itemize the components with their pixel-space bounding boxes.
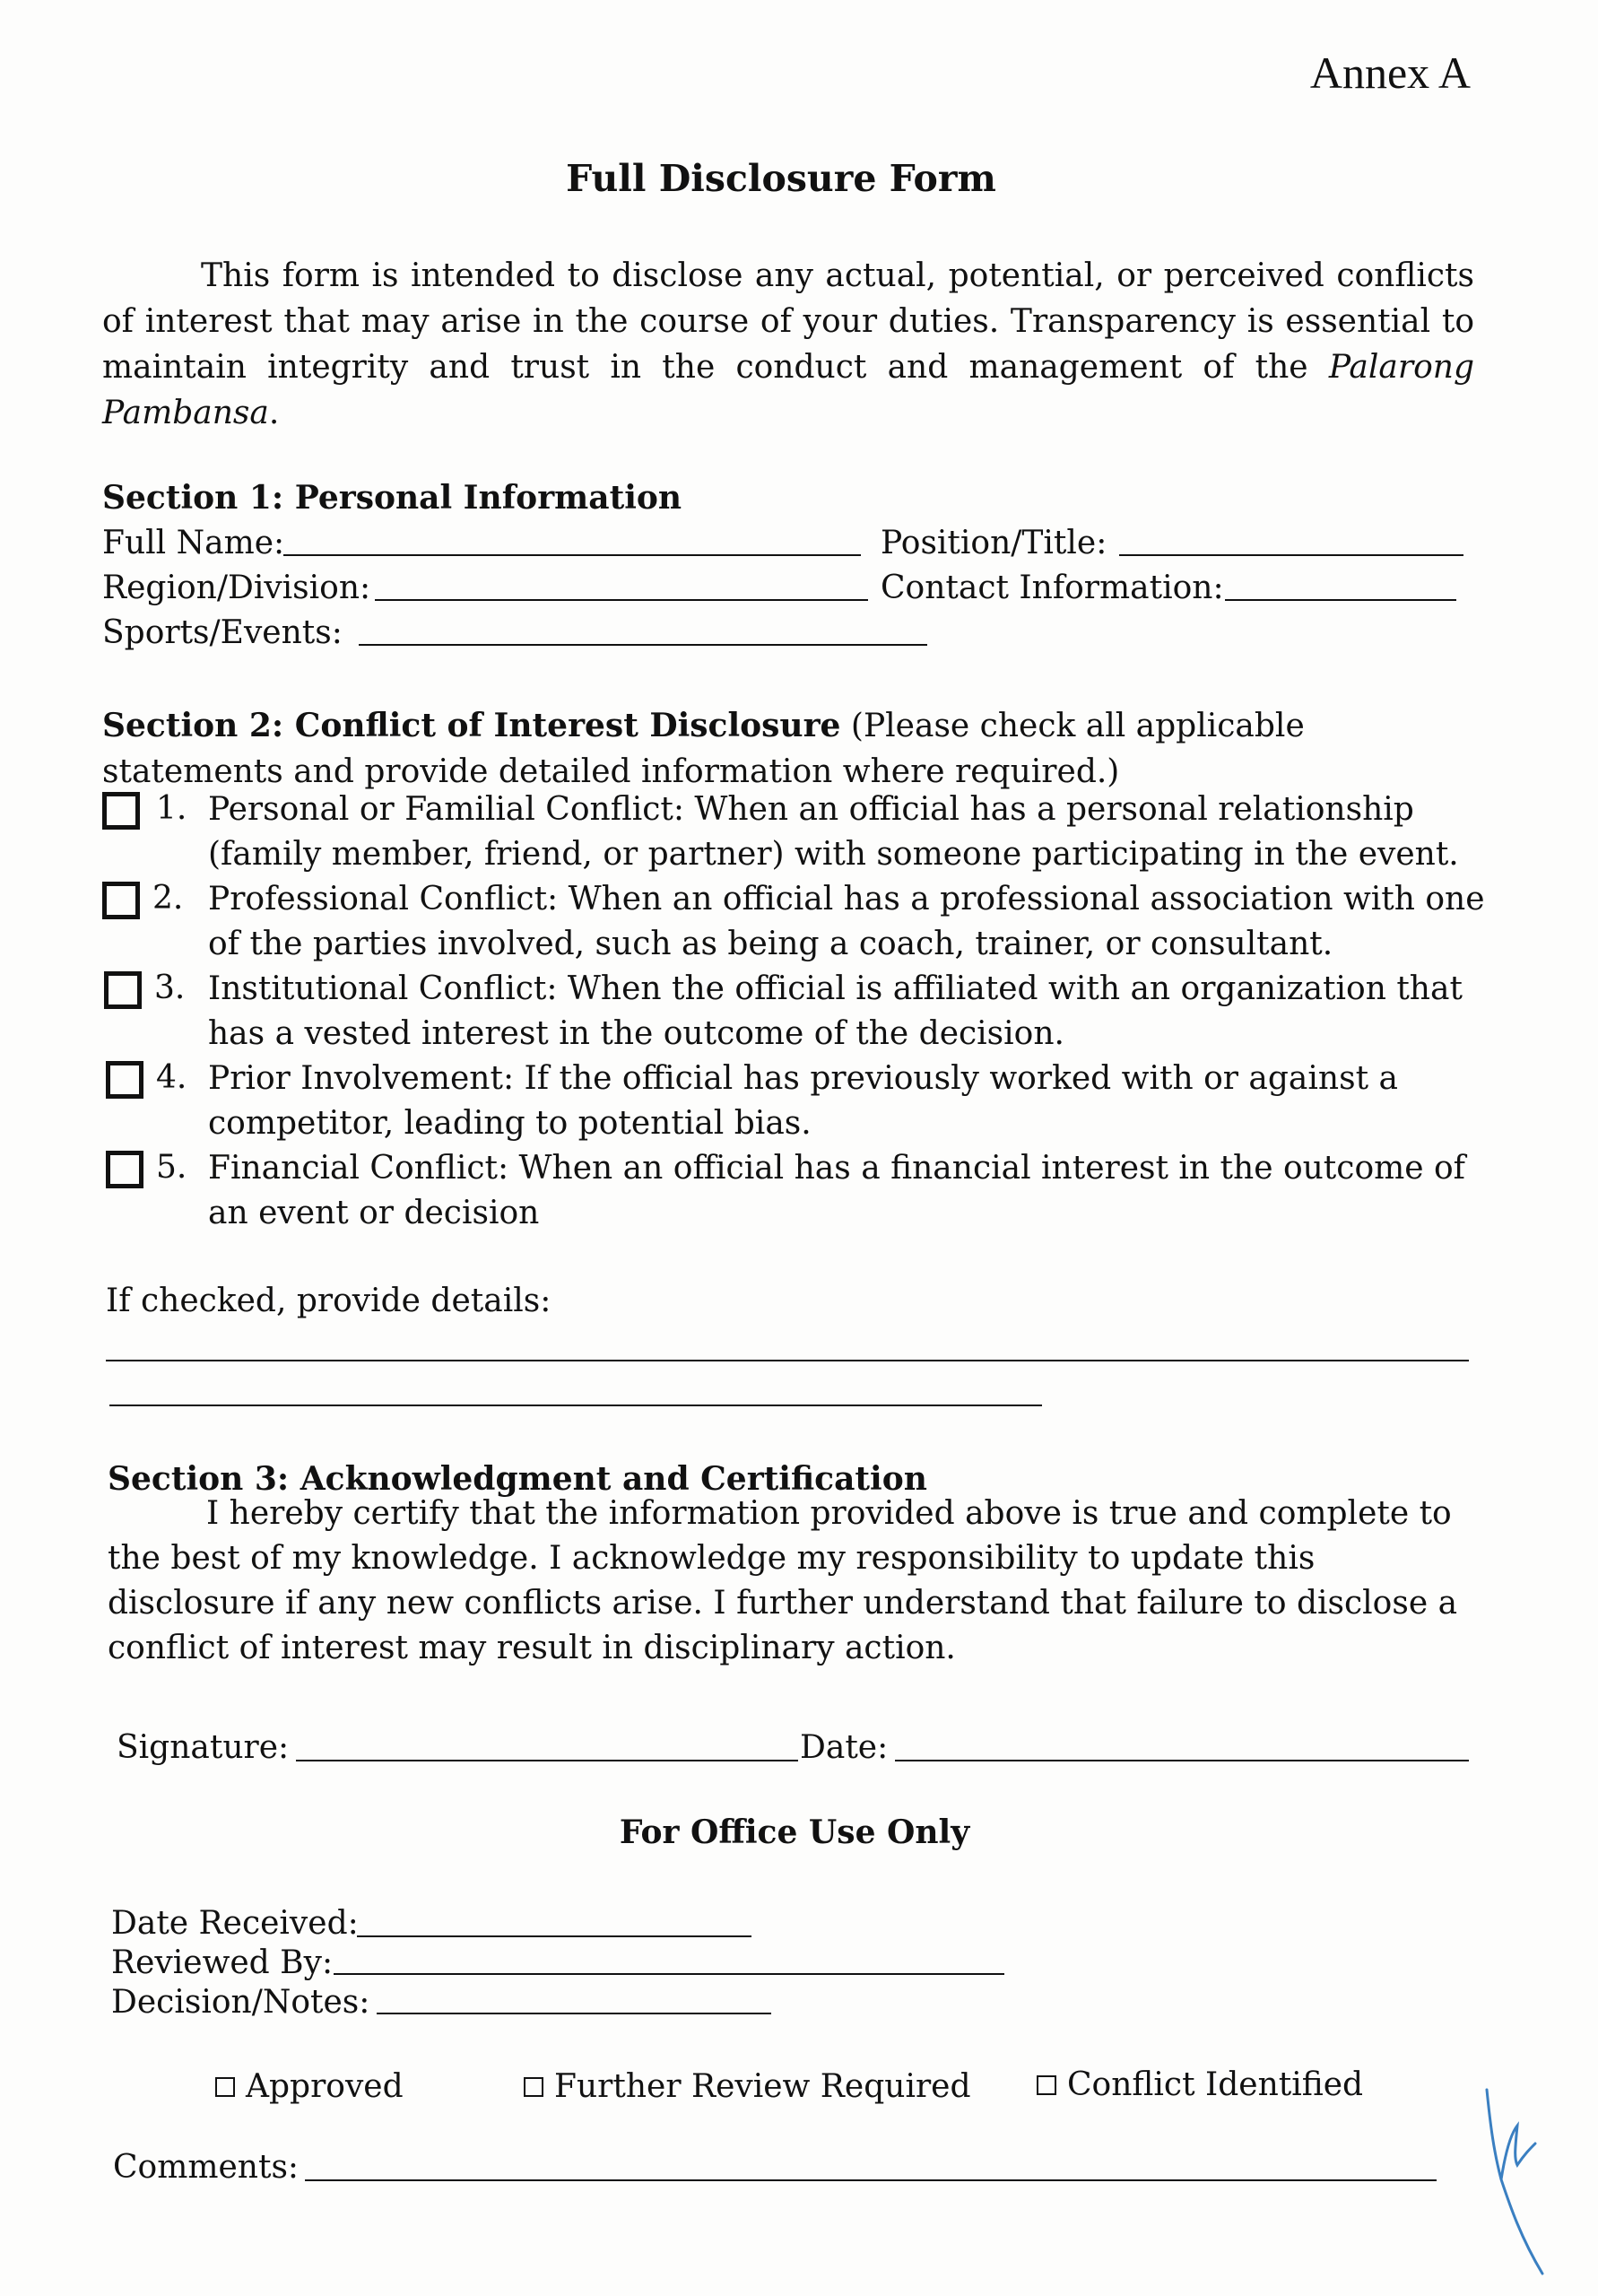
signature-label: Signature: xyxy=(117,1729,290,1766)
details-label: If checked, provide details: xyxy=(106,1283,551,1319)
item-personal-conflict: Personal or Familial Conflict: When an official has a personal relationship (family member, friend, or partner) with someone participating in the event. xyxy=(208,791,1459,873)
handwritten-initial-mark xyxy=(1471,2072,1560,2287)
section3-heading: Section 3: Acknowledgment and Certification xyxy=(108,1460,927,1498)
office-use-heading: For Office Use Only xyxy=(619,1813,970,1851)
section2-note: (Please check all applicable statements and provide detailed information where required.) xyxy=(102,708,1305,790)
date-field[interactable] xyxy=(895,1760,1469,1761)
comments-field[interactable] xyxy=(305,2179,1437,2181)
option-approved[interactable] xyxy=(215,2068,404,2105)
intro-paragraph xyxy=(102,253,1474,436)
comments-label: Comments: xyxy=(113,2149,300,2186)
date-label: Date: xyxy=(800,1729,889,1766)
item-number: 5. xyxy=(156,1149,187,1186)
conflict-identified-label: Conflict Identified xyxy=(1067,2066,1364,2103)
checkbox-professional-conflict[interactable] xyxy=(102,882,140,919)
contact-label: Contact Information: xyxy=(881,570,1224,606)
intro-end: . xyxy=(268,395,280,431)
item-financial-conflict: Financial Conflict: When an official has a financial interest in the outcome of an event or decision xyxy=(208,1150,1465,1231)
checkbox-prior-involvement[interactable] xyxy=(106,1061,143,1099)
region-field[interactable] xyxy=(375,599,868,601)
approved-label: Approved xyxy=(246,2068,404,2105)
form-title: Full Disclosure Form xyxy=(566,157,996,200)
decision-field[interactable] xyxy=(377,2013,771,2014)
contact-field[interactable] xyxy=(1225,599,1456,601)
item-number: 2. xyxy=(152,880,184,917)
conflict-identified-checkbox[interactable] xyxy=(1037,2075,1056,2095)
item-number: 3. xyxy=(154,970,186,1006)
intro-text: This form is intended to disclose any actual, potential, or perceived conflicts of interest that may arise in the course of your duties. Transparency is essential to maintain integrity and trust in the conduct and management of the xyxy=(102,257,1474,386)
date-received-label: Date Received: xyxy=(111,1905,359,1942)
item-prior-involvement: Prior Involvement: If the official has previously worked with or against a competitor, leading to potential bias. xyxy=(208,1060,1398,1142)
signature-field[interactable] xyxy=(296,1760,798,1761)
decision-label: Decision/Notes: xyxy=(111,1984,370,2021)
certification-paragraph xyxy=(108,1492,1471,1671)
reviewed-by-label: Reviewed By: xyxy=(111,1944,334,1981)
annex-label: Annex A xyxy=(1309,48,1471,98)
further-review-label: Further Review Required xyxy=(554,2068,971,2105)
checkbox-personal-conflict[interactable] xyxy=(102,792,140,830)
item-professional-conflict: Professional Conflict: When an official has a professional association with one of the parties involved, such as being a coach, trainer, or consultant. xyxy=(208,881,1485,962)
full-name-label: Full Name: xyxy=(102,525,285,561)
approved-checkbox[interactable] xyxy=(215,2077,235,2097)
checkbox-financial-conflict[interactable] xyxy=(106,1151,143,1188)
item-number: 4. xyxy=(156,1059,187,1096)
details-line-1[interactable] xyxy=(106,1360,1469,1361)
full-name-field[interactable] xyxy=(283,554,861,556)
certification-text: I hereby certify that the information provided above is true and complete to the best of my knowledge. I acknowledge my responsibility to update this disclosure if any new conflicts arise. I further understand that failure to disclose a conflict of interest may result in disciplinary action. xyxy=(108,1495,1458,1666)
sports-label: Sports/Events: xyxy=(102,614,343,651)
intro-event-name: Palarong Pambansa xyxy=(102,349,1474,431)
option-conflict-identified[interactable] xyxy=(1037,2066,1363,2103)
section2-intro xyxy=(102,703,1474,795)
checkbox-institutional-conflict[interactable] xyxy=(104,971,142,1009)
reviewed-by-field[interactable] xyxy=(334,1973,1004,1975)
position-field[interactable] xyxy=(1119,554,1463,556)
further-review-checkbox[interactable] xyxy=(524,2077,543,2097)
region-label: Region/Division: xyxy=(102,570,371,606)
position-label: Position/Title: xyxy=(881,525,1107,561)
date-received-field[interactable] xyxy=(357,1935,751,1937)
details-line-2[interactable] xyxy=(109,1405,1042,1406)
section1-heading: Section 1: Personal Information xyxy=(102,479,682,517)
item-institutional-conflict: Institutional Conflict: When the official is affiliated with an organization that has a vested interest in the outcome of the decision. xyxy=(208,970,1463,1052)
item-number: 1. xyxy=(156,790,187,827)
option-further-review[interactable] xyxy=(524,2068,971,2105)
sports-field[interactable] xyxy=(359,644,927,646)
section2-heading: Section 2: Conflict of Interest Disclosure xyxy=(102,707,841,744)
